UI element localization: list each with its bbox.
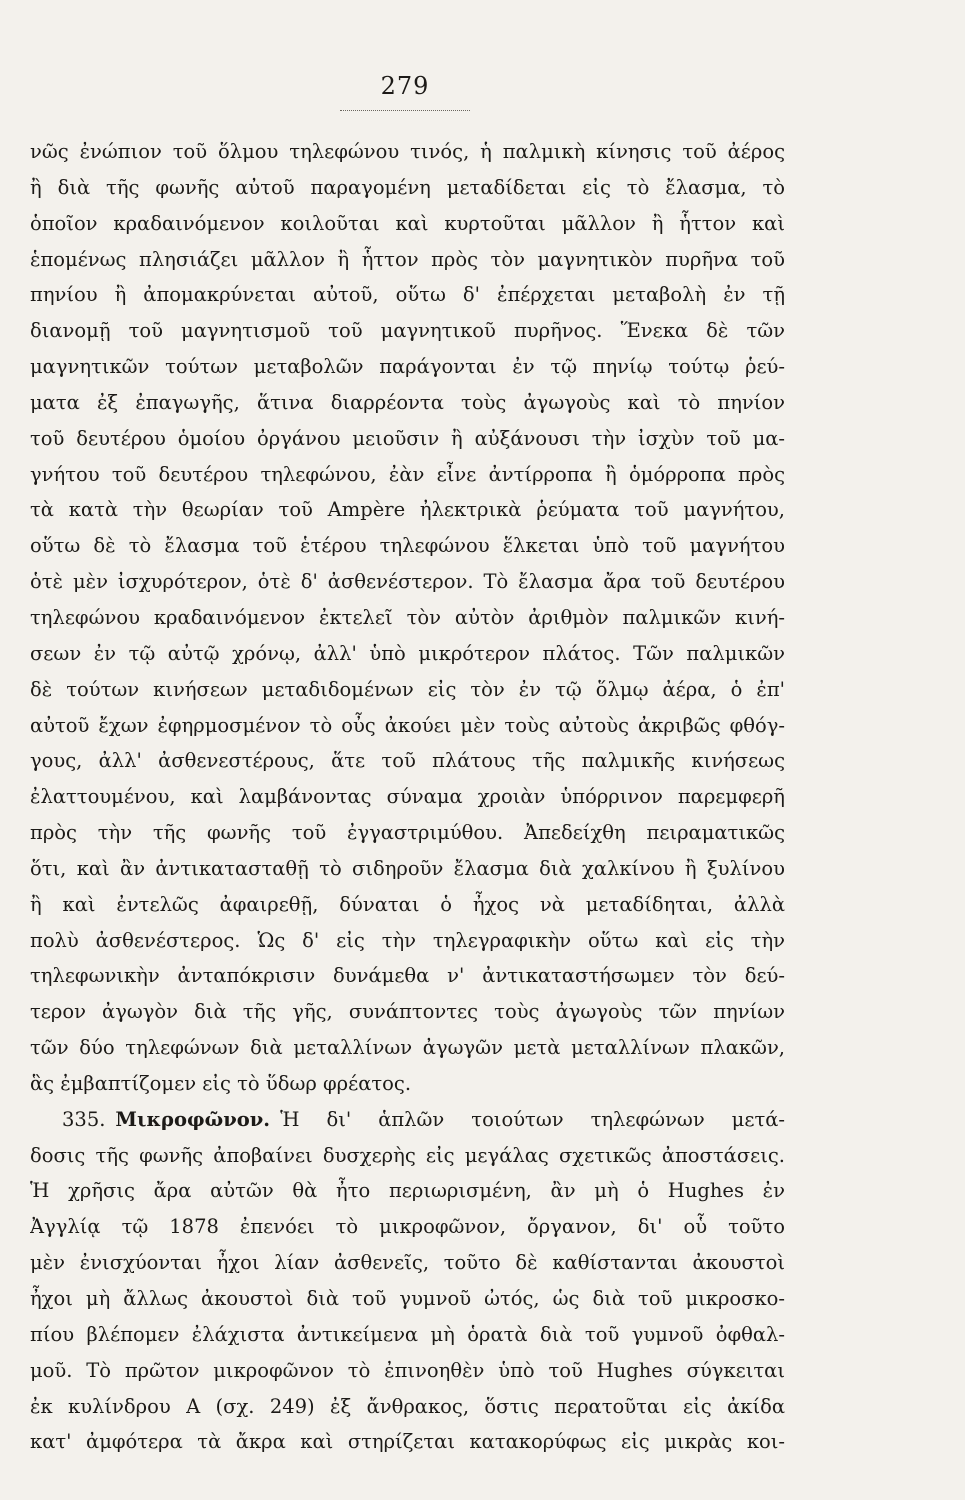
text-line: πολὺ ἀσθενέστερος. Ὡς δ' εἰς τὴν τηλεγραφικὴν οὕτω καὶ εἰς τὴν <box>30 928 785 952</box>
text-line: ἢ διὰ τῆς φωνῆς αὐτοῦ παραγομένη μεταδίδεται εἰς τὸ ἔλασμα, τὸ <box>30 175 785 199</box>
text-line: μὲν ἐνισχύονται ἦχοι λίαν ἀσθενεῖς, τοῦτο δὲ καθίστανται ἀκουστοὶ <box>30 1251 785 1275</box>
text-line: κατ' ἀμφότερα τὰ ἄκρα καὶ στηρίζεται κατακορύφως εἰς μικρὰς κοι- <box>30 1430 785 1454</box>
text-line: Ἀγγλίᾳ τῷ 1878 ἐπενόει τὸ μικροφῶνον, ὄργανον, δι' οὗ τοῦτο <box>30 1215 785 1239</box>
section-title: Μικροφῶνον. <box>115 1107 271 1131</box>
text-line: Ἡ χρῆσις ἄρα αὐτῶν θὰ ἦτο περιωρισμένη, ἂν μὴ ὁ Hughes ἐν <box>30 1179 785 1203</box>
text-line: τῶν δύο τηλεφώνων διὰ μεταλλίνων ἀγωγῶν μετὰ μεταλλίνων πλακῶν, <box>30 1036 785 1060</box>
text-line: τηλεφωνικὴν ἀνταπόκρισιν δυνάμεθα ν' ἀντικαταστήσωμεν τὸν δεύ- <box>30 964 785 988</box>
text-line: πίου βλέπομεν ἐλάχιστα ἀντικείμενα μὴ ὁρατὰ διὰ τοῦ γυμνοῦ ὀφθαλ- <box>30 1322 785 1346</box>
text-line: μοῦ. Τὸ πρῶτον μικροφῶνον τὸ ἐπινοηθὲν ὑπὸ τοῦ Hughes σύγκειται <box>30 1358 785 1382</box>
text-line: ὁποῖον κραδαινόμενον κοιλοῦται καὶ κυρτοῦται μᾶλλον ἢ ἧττον καὶ <box>30 211 785 235</box>
section-heading-line <box>30 1102 785 1138</box>
text-line: διανομῇ τοῦ μαγνητισμοῦ τοῦ μαγνητικοῦ πυρῆνος. Ἕνεκα δὲ τῶν <box>30 319 785 343</box>
text-line: ματα ἐξ ἐπαγωγῆς, ἅτινα διαρρέοντα τοὺς ἀγωγοὺς καὶ τὸ πηνίον <box>30 390 785 414</box>
text-line: ἑπομένως πλησιάζει μᾶλλον ἢ ἧττον πρὸς τὸν μαγνητικὸν πυρῆνα τοῦ <box>30 247 785 271</box>
text-line: σεων ἐν τῷ αὐτῷ χρόνῳ, ἀλλ' ὑπὸ μικρότερον πλάτος. Τῶν παλμικῶν <box>30 641 785 665</box>
text-line: τοῦ δευτέρου ὁμοίου ὀργάνου μειοῦσιν ἢ αὐξάνουσι τὴν ἰσχὺν τοῦ μα- <box>30 426 785 450</box>
text-line: μαγνητικῶν τούτων μεταβολῶν παράγονται ἐν τῷ πηνίῳ τούτῳ ῥεύ- <box>30 355 785 379</box>
section-first-line: Ἡ δι' ἁπλῶν τοιούτων τηλεφώνων μετά- <box>280 1107 785 1131</box>
text-line: δοσις τῆς φωνῆς ἀποβαίνει δυσχερὴς εἰς μεγάλας σχετικῶς ἀποστάσεις. <box>30 1143 785 1167</box>
text-line: ὅτι, καὶ ἂν ἀντικατασταθῇ τὸ σιδηροῦν ἔλασμα διὰ χαλκίνου ἢ ξυλίνου <box>30 856 785 880</box>
text-line: γνήτου τοῦ δευτέρου τηλεφώνου, ἐὰν εἶνε ἀντίρροπα ἢ ὁμόρροπα πρὸς <box>30 462 785 486</box>
text-line: ὁτὲ μὲν ἰσχυρότερον, ὁτὲ δ' ἀσθενέστερον. Τὸ ἔλασμα ἄρα τοῦ δευτέρου <box>30 570 785 594</box>
text-line: πρὸς τὴν τῆς φωνῆς τοῦ ἐγγαστριμύθου. Ἀπεδείχθη πειραματικῶς <box>30 821 785 845</box>
text-line: ἐκ κυλίνδρου Α (σχ. 249) ἐξ ἄνθρακος, ὅστις περατοῦται εἰς ἀκίδα <box>30 1394 785 1418</box>
page-number-rule <box>340 110 470 111</box>
text-line: αὐτοῦ ἔχων ἐφηρμοσμένον τὸ οὖς ἀκούει μὲν τοὺς αὐτοὺς ἀκριβῶς φθόγ- <box>30 713 785 737</box>
text-line: τηλεφώνου κραδαινόμενον ἐκτελεῖ τὸν αὐτὸν ἀριθμὸν παλμικῶν κινή- <box>30 605 785 629</box>
text-line: νῶς ἐνώπιον τοῦ ὅλμου τηλεφώνου τινός, ἡ παλμικὴ κίνησις τοῦ ἀέρος <box>30 140 785 163</box>
text-line: δὲ τούτων κινήσεων μεταδιδομένων εἰς τὸν ἐν τῷ ὅλμῳ ἀέρα, ὁ ἐπ' <box>30 677 785 701</box>
body-text <box>30 134 785 1460</box>
text-line: ἢ καὶ ἐντελῶς ἀφαιρεθῇ, δύναται ὁ ἦχος νὰ μεταδίδηται, ἀλλὰ <box>30 892 785 916</box>
text-line: τὰ κατὰ τὴν θεωρίαν τοῦ Ampère ἠλεκτρικὰ ῥεύματα τοῦ μαγνήτου, <box>30 498 785 522</box>
text-line: ἦχοι μὴ ἄλλως ἀκουστοὶ διὰ τοῦ γυμνοῦ ὠτός, ὡς διὰ τοῦ μικροσκο- <box>30 1287 785 1310</box>
text-line: ἃς ἐμβαπτίζομεν εἰς τὸ ὕδωρ φρέατος. <box>30 1071 412 1095</box>
text-line: τερον ἀγωγὸν διὰ τῆς γῆς, συνάπτοντες τοὺς ἀγωγοὺς τῶν πηνίων <box>30 1000 785 1024</box>
text-line: γους, ἀλλ' ἀσθενεστέρους, ἅτε τοῦ πλάτους τῆς παλμικῆς κινήσεως <box>30 749 785 773</box>
section-number: 335. <box>62 1107 106 1131</box>
text-line: πηνίου ἢ ἀπομακρύνεται αὐτοῦ, οὕτω δ' ἐπέρχεται μεταβολὴ ἐν τῇ <box>30 283 785 307</box>
text-line: ἐλαττουμένου, καὶ λαμβάνοντας σύναμα χροιὰν ὑπόρρινον παρεμφερῆ <box>30 785 785 809</box>
page-number: 279 <box>380 72 430 100</box>
text-line: οὕτω δὲ τὸ ἔλασμα τοῦ ἑτέρου τηλεφώνου ἕλκεται ὑπὸ τοῦ μαγνήτου <box>30 534 785 558</box>
